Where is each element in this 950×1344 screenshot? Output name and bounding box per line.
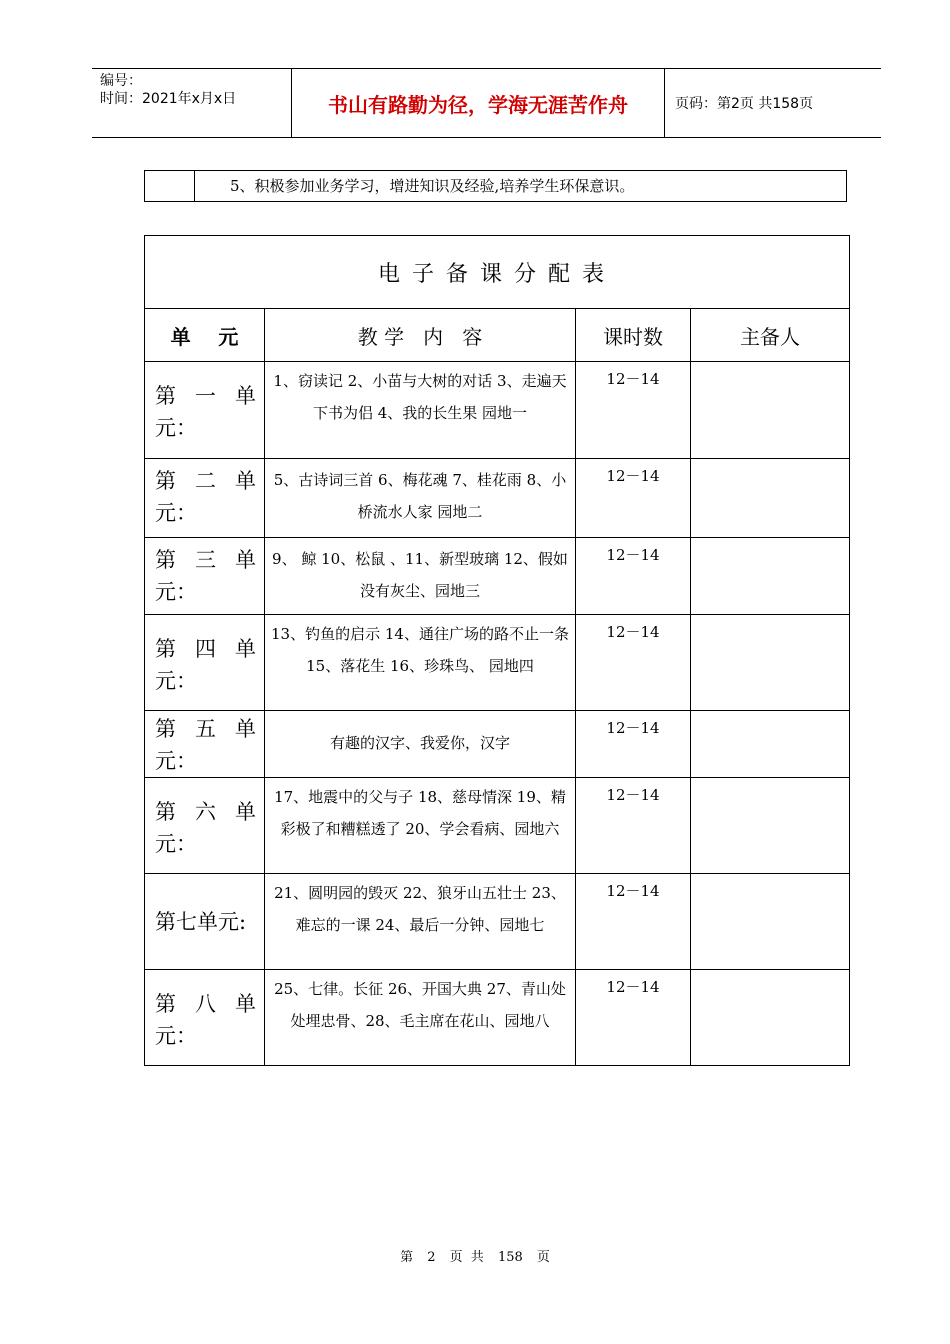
footer-page-mid: 页 共 (449, 1250, 484, 1265)
table-row (145, 615, 850, 711)
unit-cell: 第七单元: (145, 874, 265, 970)
table-title-row (145, 236, 850, 309)
table-row (145, 538, 850, 615)
table-row (145, 711, 850, 778)
content-cell: 17、地震中的父与子 18、慈母情深 19、精彩极了和糟糕透了 20、学会看病、园地六 (265, 778, 576, 874)
unit-suffix: 元： (155, 1024, 197, 1048)
unit-char: 六 (195, 800, 216, 824)
owner-cell (691, 362, 850, 459)
footer-page-prefix: 第 (400, 1250, 414, 1265)
footer-page-suffix: 页 (536, 1250, 550, 1265)
unit-char: 第 (155, 469, 176, 493)
unit-char: 单 (235, 992, 256, 1016)
unit-char: 五 (195, 717, 216, 741)
hours-cell: 12－14 (576, 615, 691, 711)
header-meta (92, 69, 292, 137)
unit-char: 单 (235, 800, 256, 824)
owner-cell (691, 778, 850, 874)
content-cell: 21、圆明园的毁灭 22、狼牙山五壮士 23、难忘的一课 24、最后一分钟、园地七 (265, 874, 576, 970)
table-row (145, 970, 850, 1066)
unit-char: 第 (155, 384, 176, 408)
unit-char: 第 (155, 992, 176, 1016)
table-row (145, 778, 850, 874)
unit-char: 第 (155, 637, 176, 661)
header-page-label: 页码：第2页 共158页 (675, 96, 814, 112)
unit-char: 第 (155, 800, 176, 824)
owner-cell (691, 874, 850, 970)
footer-page-total: 158 (497, 1250, 523, 1265)
unit-suffix: 元： (155, 832, 197, 856)
unit-cell (145, 615, 265, 711)
table-row (145, 874, 850, 970)
page-footer (0, 1246, 950, 1265)
unit-char: 单 (235, 637, 256, 661)
unit-suffix: 元： (155, 580, 197, 604)
header-motto: 书山有路勤为径，学海无涯苦作舟 (292, 69, 665, 137)
document-time-label: 时间：2021年x月x日 (100, 91, 237, 107)
unit-cell (145, 970, 265, 1066)
owner-cell (691, 711, 850, 778)
unit-cell (145, 711, 265, 778)
unit-cell (145, 778, 265, 874)
hours-cell: 12－14 (576, 459, 691, 538)
continuation-text: 5、积极参加业务学习，增进知识及经验,培养学生环保意识。 (230, 177, 635, 195)
lesson-allocation-table (144, 235, 850, 1066)
content-cell: 25、七律。长征 26、开国大典 27、青山处处埋忠骨、28、毛主席在花山、园地八 (265, 970, 576, 1066)
unit-cell (145, 362, 265, 459)
unit-cell (145, 538, 265, 615)
content-cell: 5、古诗词三首 6、梅花魂 7、桂花雨 8、小桥流水人家 园地二 (265, 459, 576, 538)
owner-cell (691, 970, 850, 1066)
content-cell: 1、窃读记 2、小苗与大树的对话 3、走遍天下书为侣 4、我的长生果 园地一 (265, 362, 576, 459)
header-owner: 主备人 (691, 309, 850, 362)
unit-char: 二 (195, 469, 216, 493)
table-row (145, 459, 850, 538)
owner-cell (691, 459, 850, 538)
unit-suffix: 元： (155, 501, 197, 525)
header-unit: 单 元 (145, 309, 265, 362)
hours-cell: 12－14 (576, 970, 691, 1066)
unit-char: 单 (235, 548, 256, 572)
unit-char: 单 (235, 717, 256, 741)
unit-cell (145, 459, 265, 538)
unit-char: 单 (235, 469, 256, 493)
unit-suffix: 元： (155, 416, 197, 440)
header-hours: 课时数 (576, 309, 691, 362)
footer-page-number: 2 (427, 1250, 436, 1265)
hours-cell: 12－14 (576, 711, 691, 778)
content-cell: 13、钓鱼的启示 14、通往广场的路不止一条 15、落花生 16、珍珠鸟、 园地四 (265, 615, 576, 711)
header-content: 教 学 内 容 (265, 309, 576, 362)
unit-char: 单 (235, 384, 256, 408)
unit-char: 三 (195, 548, 216, 572)
unit-char: 第 (155, 717, 176, 741)
owner-cell (691, 615, 850, 711)
owner-cell (691, 538, 850, 615)
unit-suffix: 元： (155, 749, 197, 773)
unit-char: 第 (155, 548, 176, 572)
hours-cell: 12－14 (576, 538, 691, 615)
continuation-row (144, 170, 847, 202)
page-header (92, 68, 881, 138)
unit-char: 四 (195, 637, 216, 661)
hours-cell: 12－14 (576, 362, 691, 459)
content-cell: 有趣的汉字、我爱你，汉字 (265, 711, 576, 778)
unit-char: 一 (195, 384, 216, 408)
continuation-empty-cell (145, 171, 195, 201)
table-title: 电子备课分配表 (145, 236, 850, 309)
table-row (145, 362, 850, 459)
content-cell: 9、 鲸 10、松鼠 、11、新型玻璃 12、假如没有灰尘、园地三 (265, 538, 576, 615)
hours-cell: 12－14 (576, 778, 691, 874)
hours-cell: 12－14 (576, 874, 691, 970)
table-header-row (145, 309, 850, 362)
document-number-label: 编号： (100, 73, 142, 89)
unit-char: 八 (195, 992, 216, 1016)
unit-suffix: 元： (155, 669, 197, 693)
